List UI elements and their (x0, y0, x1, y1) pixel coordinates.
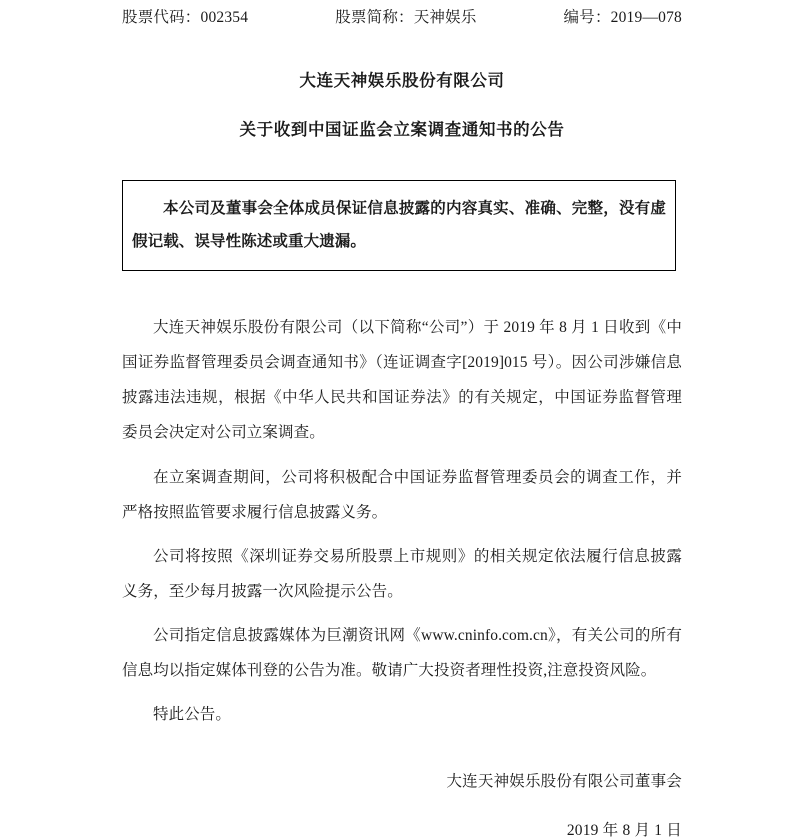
announcement-subject-title: 关于收到中国证监会立案调查通知书的公告 (239, 120, 565, 139)
stock-name-label: 股票简称：天神娱乐 (335, 9, 477, 26)
company-title: 大连天神娱乐股份有限公司 (299, 70, 505, 90)
document-body (122, 310, 682, 732)
document-header (122, 0, 682, 26)
body-paragraph-3: 公司将按照《深圳证券交易所股票上市规则》的相关规定依法履行信息披露义务，至少每月披露一次风险提示公告。 (122, 547, 682, 600)
stock-code-label: 股票代码：002354 (122, 9, 249, 26)
body-paragraph-2: 在立案调查期间，公司将积极配合中国证券监督管理委员会的调查工作，并严格按照监管要求履行信息披露义务。 (122, 468, 682, 521)
announcement-number-label: 编号：2019—078 (563, 9, 682, 26)
body-paragraph-4: 公司指定信息披露媒体为巨潮资讯网《www.cninfo.com.cn》，有关公司的所有信息均以指定媒体刊登的公告为准。敬请广大投资者理性投资,注意投资风险。 (122, 626, 682, 679)
title-block (122, 70, 682, 139)
body-paragraph-5: 特此公告。 (153, 705, 232, 723)
disclaimer-text: 本公司及董事会全体成员保证信息披露的内容真实、准确、完整，没有虚假记载、误导性陈述或重大遗漏。 (132, 199, 666, 250)
body-paragraph-1: 大连天神娱乐股份有限公司（以下简称“公司”）于 2019 年 8 月 1 日收到《中国证券监督管理委员会调查通知书》（连证调查字[2019]015 号）。因公司涉嫌信息披露违法违规，根据《中华人民共和国证券法》的有关规定，中国证券监督管理委员会决定对公司立案调查。 (122, 318, 682, 441)
disclaimer-box (122, 180, 676, 271)
signature-issuer: 大连天神娱乐股份有限公司董事会 (446, 772, 682, 790)
document-content (122, 0, 682, 839)
signature-date: 2019 年 8 月 1 日 (566, 822, 682, 839)
